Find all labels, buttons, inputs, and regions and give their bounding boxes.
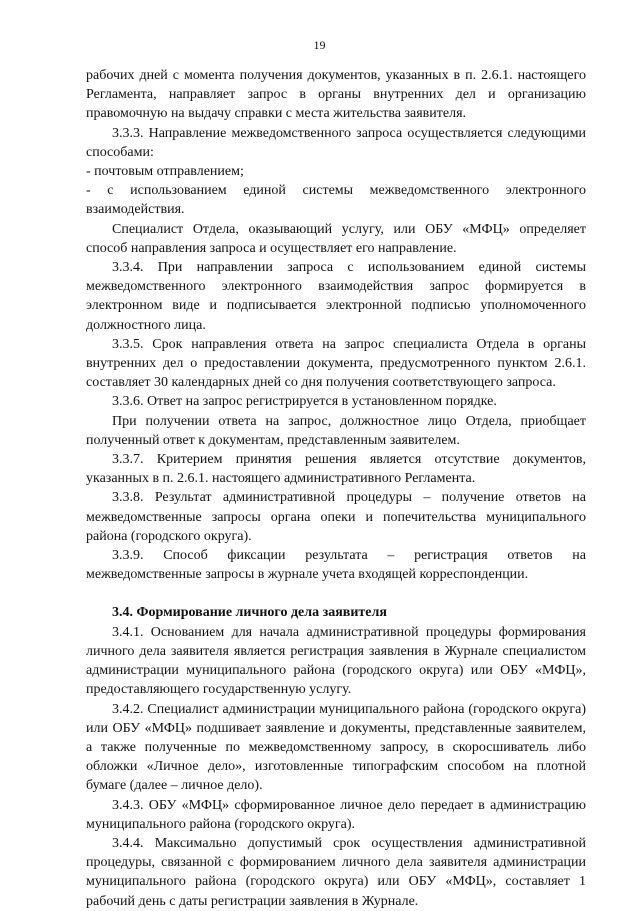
paragraph: 3.4.3. ОБУ «МФЦ» сформированное личное дело передает в администрацию муниципального района (городского округа). [86, 797, 586, 832]
paragraph: 3.3.5. Срок направления ответа на запрос специалиста Отдела в органы внутренних дел о предоставлении документа, предусмотренного пунктом 2.6.1. составляет 30 календарных дней со дня получения соответствующего запроса. [86, 336, 586, 391]
paragraph: 3.4.4. Максимально допустимый срок осуществления административной процедуры, связанной с формированием личного дела заявителя администрации муниципального района (городского округа) или ОБУ «МФЦ», составляет 1 рабочий день с даты регистрации заявления в Журнале. [86, 835, 586, 909]
paragraph: 3.3.6. Ответ на запрос регистрируется в установленном порядке. [112, 394, 497, 410]
paragraph: 3.4.1. Основанием для начала административной процедуры формирования личного дела заявителя является регистрация заявления в Журнале специалистом администрации муниципального района (городского округа) или ОБУ «МФЦ», предоставляющего государственную услугу. [86, 624, 586, 698]
paragraph: рабочих дней с момента получения документов, указанных в п. 2.6.1. настоящего Регламента, направляет запрос в органы внутренних дел и организацию правомочную на выдачу справки с места жительства заявителя. [86, 68, 586, 122]
paragraph: 3.3.3. Направление межведомственного запроса осуществляется следующими способами: [86, 125, 586, 160]
paragraph: При получении ответа на запрос, должностное лицо Отдела, приобщает полученный ответ к документам, представленным заявителем. [86, 413, 586, 448]
paragraph: Специалист Отдела, оказывающий услугу, или ОБУ «МФЦ» определяет способ направления запроса и осуществляет его направление. [86, 221, 586, 256]
section-heading: 3.4. Формирование личного дела заявителя [112, 605, 387, 621]
paragraph: 3.3.9. Способ фиксации результата – регистрация ответов на межведомственные запросы в журнале учета входящей корреспонденции. [86, 548, 586, 583]
list-item: - почтовым отправлением; [86, 164, 244, 180]
paragraph: 3.3.7. Критерием принятия решения является отсутствие документов, указанных в п. 2.6.1. настоящего административного Регламента. [86, 452, 586, 487]
paragraph: 3.4.2. Специалист администрации муниципального района (городского округа) или ОБУ «МФЦ» подшивает заявление и документы, представленные заявителем, а также полученные по межведомственному запросу, в скоросшиватель либо обложки «Личное дело», изготовленные типографским способом на плотной бумаге (далее – личное дело). [86, 701, 586, 794]
list-item: - с использованием единой системы межведомственного электронного взаимодействия. [86, 183, 586, 218]
paragraph: 3.3.4. При направлении запроса с использованием единой системы межведомственного электронного взаимодействия запрос формируется в электронном виде и подписывается электронной подписью уполномоченного должностного лица. [86, 260, 586, 333]
page-number: 19 [313, 38, 326, 52]
document-body [86, 66, 586, 911]
paragraph: 3.3.8. Результат административной процедуры – получение ответов на межведомственные запросы органа опеки и попечительства муниципального района (городского округа). [86, 490, 586, 544]
